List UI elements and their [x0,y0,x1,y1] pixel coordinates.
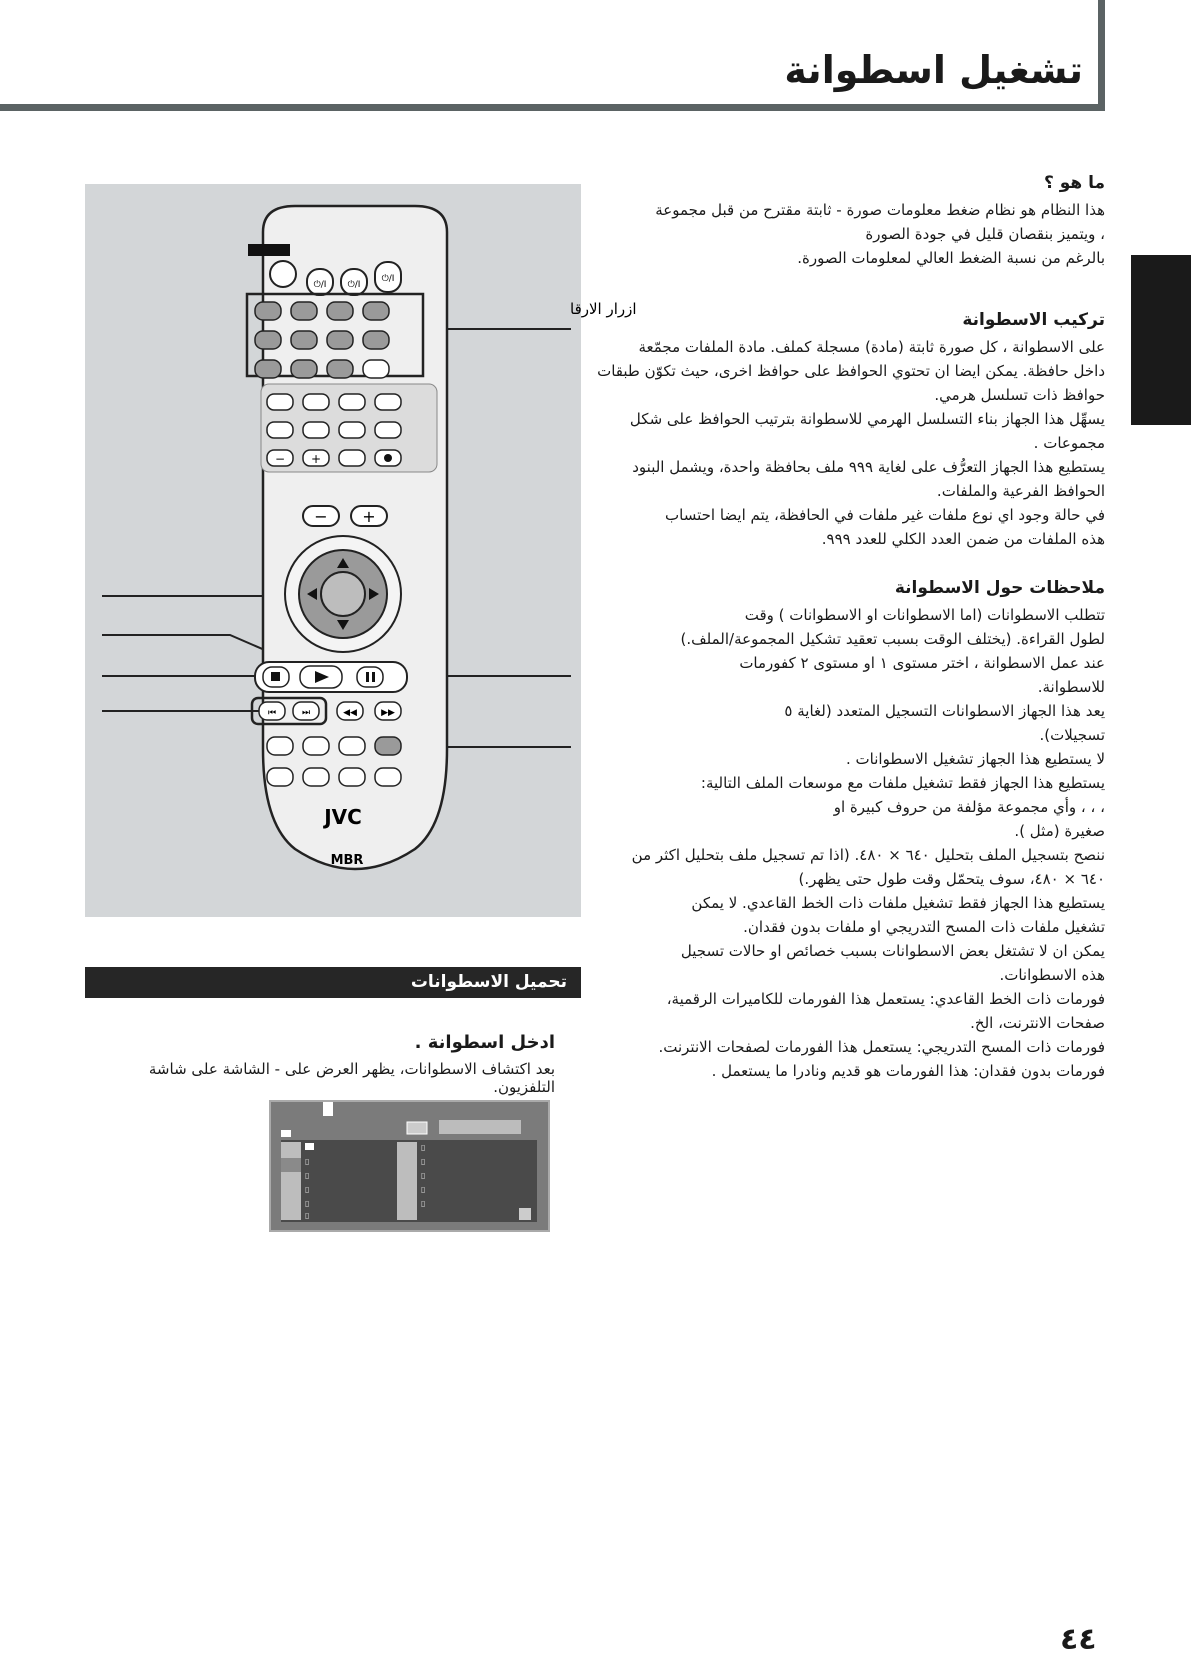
minus-glyph: − [274,452,286,466]
skip-back-glyph: ⏮ [267,708,277,718]
notes-line: تشغيل ملفات ذات المسح التدريجي او ملفات بدون فقدان. [743,918,1105,936]
side-tab [1131,255,1191,425]
struct-line: مجموعات . [1033,434,1105,452]
what-line: بالرغم من نسبة الضغط العالي لمعلومات الصورة. [797,249,1105,267]
label-number-buttons: ازرار الارقا [570,300,637,318]
notes-line: صغيرة (مثل ). [1014,822,1105,840]
svg-text:▯: ▯ [421,1143,426,1152]
svg-text:▯: ▯ [421,1171,426,1180]
svg-text:▯: ▯ [421,1185,426,1194]
plus-glyph: + [310,452,322,466]
struct-line: في حالة وجود اي نوع ملفات غير ملفات في الحافظة، يتم ايضا احتساب [665,506,1105,524]
highlight-button [375,737,401,755]
svg-text:▯: ▯ [305,1185,310,1194]
stop-icon [271,672,280,681]
struct-line: يستطيع هذا الجهاز التعرُّف على لغاية ٩٩٩ ملف بحافظة واحدة، ويشمل البنود [632,458,1105,476]
struct-line: داخل حافظة. يمكن ايضا ان تحتوي الحوافظ على حوافظ اخرى، حيث تكوّن طبقات [597,362,1105,380]
notes-line: لطول القراءة. (يختلف الوقت بسبب تعقيد تشكيل المجموعة/الملف.) [680,630,1105,648]
notes-line: يعد هذا الجهاز الاسطوانات التسجيل المتعدد (لغاية ٥ [784,702,1105,720]
what-line: هذا النظام هو نظام ضغط معلومات صورة - ثابتة مقترح من قبل مجموعة [655,201,1105,219]
notes-line: ، ، ، وأي مجموعة مؤلفة من حروف كبيرة او [833,798,1105,816]
skip-fwd-glyph: ⏭ [301,708,311,718]
struct-line: حوافظ ذات تسلسل هرمي. [934,386,1105,404]
osd-illustration [271,1102,548,1230]
svg-text:▯: ▯ [421,1199,426,1208]
brand-logo: JVC [324,805,362,829]
notes-line: هذه الاسطوانات. [999,966,1105,984]
power-glyph-3: ⏻/I [381,274,395,284]
what-section [615,168,1105,270]
section-bar [85,967,581,998]
svg-text:▯: ▯ [305,1157,310,1166]
struct-heading: تركيب الاسطوانة [962,310,1105,330]
record-dot [384,454,392,462]
notes-line: ننصح بتسجيل الملف بتحليل ٦٤٠ × ٤٨٠. (اذا تم تسجيل ملف بتحليل اكثر من [631,846,1105,864]
mbr-logo: MBR [330,853,364,868]
notes-line: فورمات بدون فقدان: هذا الفورمات هو قديم ونادرا ما يستعمل . [711,1062,1105,1080]
ffwd-glyph: ▶▶ [381,708,395,718]
notes-line: فورمات ذات المسح التدريجي: يستعمل هذا الفورمات لصفحات الانترنت. [658,1038,1105,1056]
notes-line: يستطيع هذا الجهاز فقط تشغيل ملفات مع موسعات الملف التالية: [700,774,1105,792]
rewind-glyph: ◀◀ [343,708,357,718]
power-glyph-2: ⏻/I [347,280,361,290]
page-number: ٤٤ [1060,1622,1097,1657]
what-line: ، ويتميز بنقصان قليل في جودة الصورة [865,225,1105,243]
section-bar-title: تحميل الاسطوانات [410,972,567,992]
power-glyph-1: ⏻/I [313,280,327,290]
insert-text: بعد اكتشاف الاسطوانات، يظهر العرض على - الشاشة على شاشة التلفزيون. [148,1060,555,1096]
what-heading: ما هو ؟ [1043,173,1105,193]
struct-line: يسهِّل هذا الجهاز بناء التسلسل الهرمي للاسطوانة بترتيب الحوافظ على شكل [629,410,1105,428]
struct-line: الحوافظ الفرعية والملفات. [936,482,1105,500]
remote-indicator [248,244,290,256]
notes-line: ٦٤٠ × ٤٨٠، سوف يتحمّل وقت طول حتى يظهر.) [798,870,1105,888]
osd-screenshot [269,1100,550,1232]
struct-section [597,305,1105,551]
svg-text:▯: ▯ [305,1211,310,1220]
notes-line: لا يستطيع هذا الجهاز تشغيل الاسطوانات . [846,750,1105,768]
notes-line: تتطلب الاسطوانات (اما الاسطوانات او الاسطوانات ) وقت [744,606,1105,624]
remote-top-button [270,261,296,287]
insert-heading: ادخل اسطوانة . [414,1032,555,1053]
svg-text:▯: ▯ [421,1157,426,1166]
notes-line: عند عمل الاسطوانة ، اختر مستوى ١ او مستوى ٢ كفورمات [739,654,1105,672]
volume-plus-glyph: + [362,507,376,526]
notes-line: يستطيع هذا الجهاز فقط تشغيل ملفات ذات الخط القاعدي. لا يمكن [691,894,1105,912]
notes-line: فورمات ذات الخط القاعدي: يستعمل هذا الفورمات للكاميرات الرقمية، [666,990,1105,1008]
struct-line: هذه الملفات من ضمن العدد الكلي للعدد ٩٩٩. [821,530,1105,548]
notes-line: تسجيلات). [1039,726,1105,744]
svg-text:▯: ▯ [305,1171,310,1180]
button-extra [363,360,389,378]
svg-text:▯: ▯ [305,1199,310,1208]
notes-heading: ملاحظات حول الاسطوانة [894,578,1105,598]
remote-panel [85,184,637,917]
notes-line: للاسطوانة. [1037,678,1105,696]
nav-enter-button [321,572,365,616]
remote-illustration [85,184,637,917]
notes-line: صفحات الانترنت، الخ. [970,1014,1105,1032]
struct-line: على الاسطوانة ، كل صورة ثابتة (مادة) مسجلة كملف. مادة الملفات مجمّعة [638,338,1105,356]
page-title: تشغيل اسطوانة [784,48,1083,92]
volume-minus-glyph: − [314,507,328,526]
notes-line: يمكن ان لا تشتغل بعض الاسطوانات بسبب خصائص او حالات تسجيل [680,942,1105,960]
notes-section [615,573,1105,1083]
